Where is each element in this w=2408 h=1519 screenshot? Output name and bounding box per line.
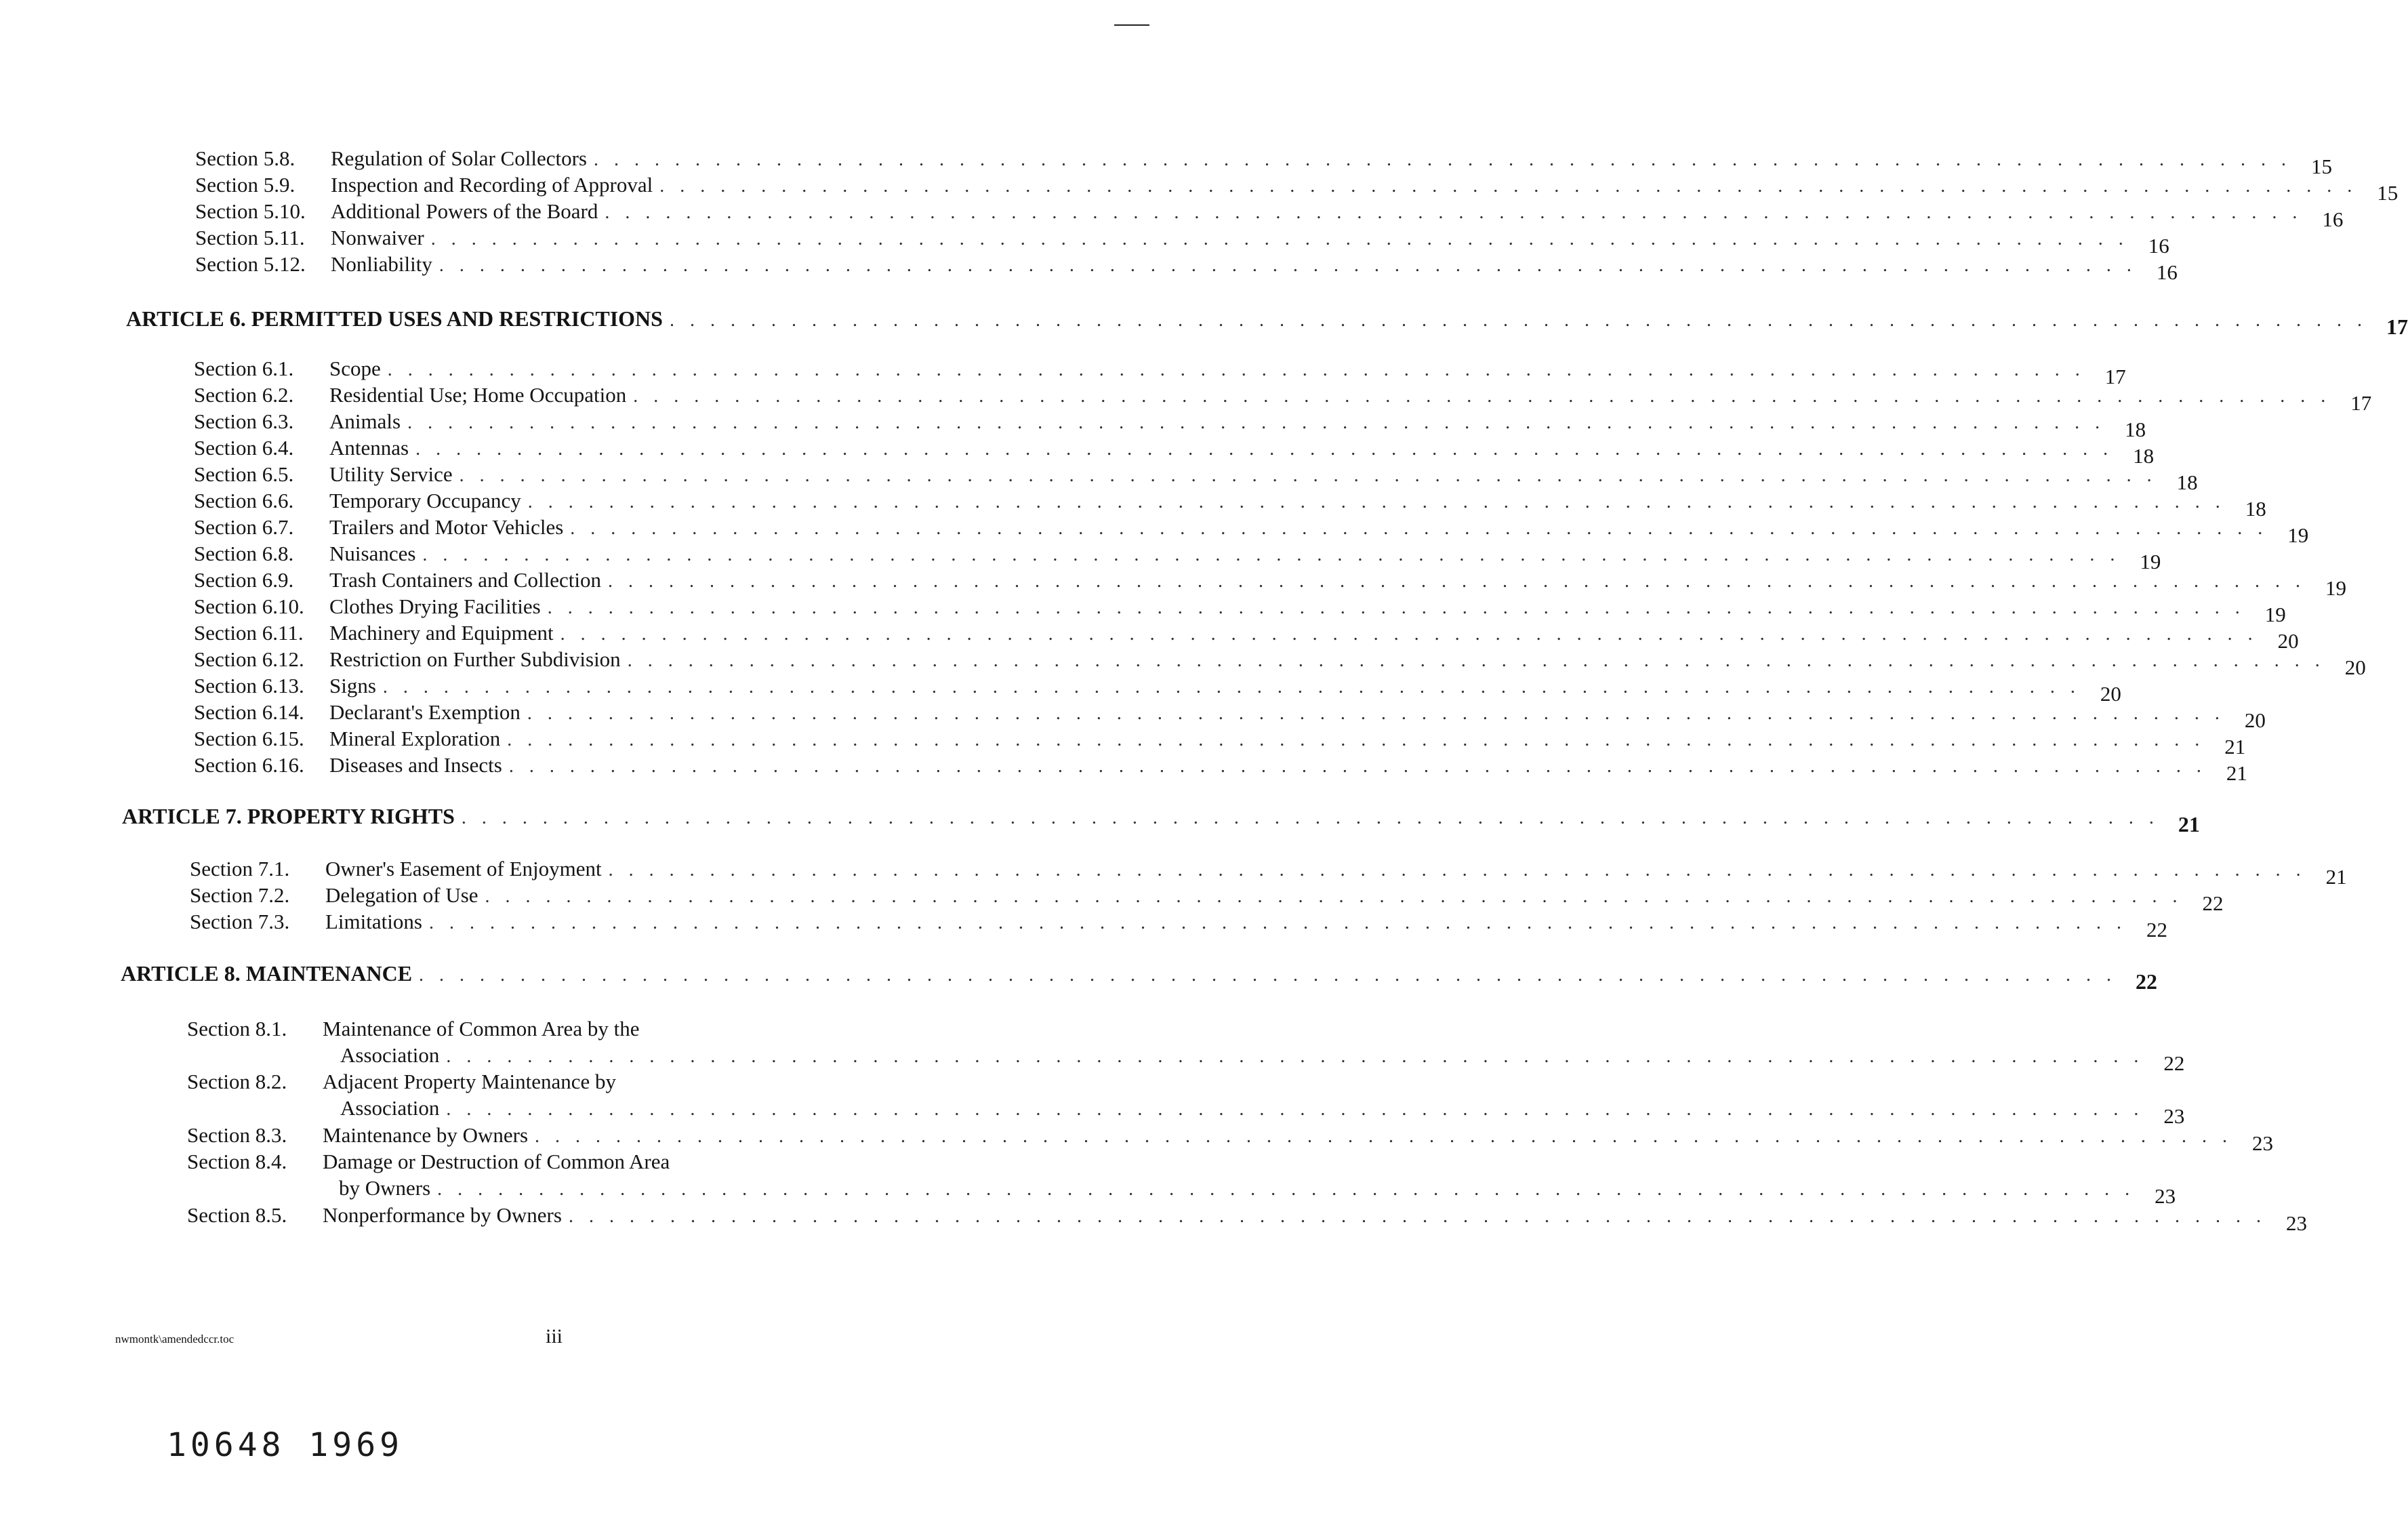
section-label: Section 8.3. — [187, 1123, 287, 1147]
section-label: Section 6.9. — [194, 568, 294, 592]
leader-dots: . . . . . . . . . . . . . . . . . . . . . . . . . . . . . . . . . . . . . . . . . . . . . . . . . . . . . . . . . . . . . . . . . . . . . . . . . . . . . . . . . . . . — [535, 1126, 2233, 1147]
leader-dots: . . . . . . . . . . . . . . . . . . . . . . . . . . . . . . . . . . . . . . . . . . . . . . . . . . . . . . . . . . . . . . . . . . . . . . . . . . . . . . . . . . . . — [570, 518, 2268, 539]
leader-dots: . . . . . . . . . . . . . . . . . . . . . . . . . . . . . . . . . . . . . . . . . . . . . . . . . . . . . . . . . . . . . . . . . . . . . . . . . . . . . . . . . . . . — [593, 149, 2291, 170]
toc-entry — [194, 672, 2121, 706]
section-title-line2: by Owners — [339, 1176, 431, 1200]
leader-dots: . . . . . . . . . . . . . . . . . . . . . . . . . . . . . . . . . . . . . . . . . . . . . . . . . . . . . . . . . . . . . . . . . . . . . . . . . . . . . . . . . . . . — [560, 624, 2258, 645]
section-label: Section 6.8. — [194, 542, 294, 565]
section-label: Section 6.7. — [194, 515, 294, 539]
section-title: Nuisances — [329, 542, 416, 565]
page-number: 20 — [2277, 629, 2299, 653]
section-title: Trailers and Motor Vehicles — [329, 515, 564, 539]
leader-dots: . . . . . . . . . . . . . . . . . . . . . . . . . . . . . . . . . . . . . . . . . . . . . . . . . . . . . . . . . . . . . . . . . . . . . . . . . . . . . . . . . . . . — [507, 729, 2205, 750]
section-label: Section 7.1. — [190, 857, 290, 880]
section-title: Maintenance by Owners — [323, 1123, 529, 1147]
leader-dots: . . . . . . . . . . . . . . . . . . . . . . . . . . . . . . . . . . . . . . . . . . . . . . . . . . . . . . . . . . . . . . . . . . . . . . . . . . . . . . . . . . . . — [407, 412, 2106, 433]
page-number: 20 — [2344, 655, 2366, 679]
page-number: 19 — [2287, 523, 2309, 547]
page-number: 21 — [2178, 812, 2200, 836]
page-number: 22 — [2202, 891, 2224, 915]
article-heading — [122, 801, 2200, 836]
page-number: 21 — [2226, 761, 2247, 785]
leader-dots: . . . . . . . . . . . . . . . . . . . . . . . . . . . . . . . . . . . . . . . . . . . . . . . . . . . . . . . . . . . . . . . . . . . . . . . . . . . . . . . . . . . . — [428, 912, 2127, 933]
toc-entry — [194, 593, 2286, 626]
leader-dots: . . . . . . . . . . . . . . . . . . . . . . . . . . . . . . . . . . . . . . . . . . . . . . . . . . . . . . . . . . . . . . . . . . . . . . . . . . . . . . . . . . . . — [446, 1046, 2144, 1067]
toc-entry — [190, 855, 2347, 889]
toc-entry — [194, 487, 2266, 521]
page-number: 19 — [2140, 550, 2161, 573]
article-title: ARTICLE 8. MAINTENANCE — [121, 961, 413, 986]
section-label: Section 6.12. — [194, 647, 304, 671]
section-label: Section 6.11. — [194, 621, 304, 645]
toc-entry — [195, 224, 2169, 258]
leader-dots: . . . . . . . . . . . . . . . . . . . . . . . . . . . . . . . . . . . . . . . . . . . . . . . . . . . . . . . . . . . . . . . . . . . . . . . . . . . . . . . . . . . . — [607, 571, 2306, 592]
section-title: Clothes Drying Facilities — [329, 594, 541, 618]
article-title: ARTICLE 6. PERMITTED USES AND RESTRICTIONS — [126, 306, 663, 331]
toc-entry — [194, 355, 2126, 388]
leader-dots: . . . . . . . . . . . . . . . . . . . . . . . . . . . . . . . . . . . . . . . . . . . . . . . . . . . . . . . . . . . . . . . . . . . . . . . . . . . . . . . . . . . . — [437, 1179, 2136, 1200]
toc-entry — [194, 540, 2161, 573]
leader-dots: . . . . . . . . . . . . . . . . . . . . . . . . . . . . . . . . . . . . . . . . . . . . . . . . . . . . . . . . . . . . . . . . . . . . . . . . . . . . . . . . . . . . — [568, 1206, 2266, 1227]
leader-dots: . . . . . . . . . . . . . . . . . . . . . . . . . . . . . . . . . . . . . . . . . . . . . . . . . . . . . . . . . . . . . . . . . . . . . . . . . . . . . . . . . . . . — [608, 859, 2306, 880]
section-title: Limitations — [325, 910, 422, 933]
section-title-line2: Association — [340, 1096, 440, 1120]
section-label: Section 6.6. — [194, 489, 294, 512]
section-label: Section 6.13. — [194, 674, 304, 697]
page-number: 23 — [2252, 1131, 2274, 1155]
leader-dots: . . . . . . . . . . . . . . . . . . . . . . . . . . . . . . . . . . . . . . . . . . . . . . . . . . . . . . . . . . . . . . . . . . . . . . . . . . . . . . . . . . . . — [438, 255, 2137, 276]
section-label: Section 8.5. — [187, 1203, 287, 1227]
footer-file-path: nwmontk\amendedccr.toc — [115, 1333, 234, 1345]
page-number: 23 — [2285, 1211, 2307, 1235]
page-number: 22 — [2146, 918, 2167, 941]
section-label: Section 6.1. — [194, 357, 294, 380]
section-label: Section 7.2. — [190, 883, 290, 907]
page-number: 21 — [2224, 735, 2246, 758]
section-title: Trash Containers and Collection — [329, 568, 601, 592]
leader-dots: . . . . . . . . . . . . . . . . . . . . . . . . . . . . . . . . . . . . . . . . . . . . . . . . . . . . . . . . . . . . . . . . . . . . . . . . . . . . . . . . . . . . — [605, 202, 2303, 223]
page-number: 15 — [2377, 181, 2399, 205]
section-title: Owner's Easement of Enjoyment — [325, 857, 602, 880]
section-title: Additional Powers of the Board — [331, 199, 598, 223]
toc-entry — [190, 908, 2167, 941]
leader-dots: . . . . . . . . . . . . . . . . . . . . . . . . . . . . . . . . . . . . . . . . . . . . . . . . . . . . . . . . . . . . . . . . . . . . . . . . . . . . . . . . . . . . — [446, 1099, 2144, 1120]
leader-dots: . . . . . . . . . . . . . . . . . . . . . . . . . . . . . . . . . . . . . . . . . . . . . . . . . . . . . . . . . . . . . . . . . . . . . . . . . . . . . . . . . . . . — [459, 465, 2157, 486]
toc-entry — [194, 514, 2309, 547]
section-label: Section 7.3. — [190, 910, 290, 933]
section-title: Restriction on Further Subdivision — [329, 647, 621, 671]
section-title: Antennas — [329, 436, 409, 460]
leader-dots: . . . . . . . . . . . . . . . . . . . . . . . . . . . . . . . . . . . . . . . . . . . . . . . . . . . . . . . . . . . . . . . . . . . . . . . . . . . . . . . . . . . . — [422, 544, 2121, 565]
page-number: 17 — [2104, 365, 2126, 388]
recording-stamp: 10648 1969 — [167, 1426, 403, 1464]
toc-entry — [194, 567, 2346, 600]
page-number: 17 — [2350, 391, 2372, 415]
section-title: Utility Service — [329, 462, 453, 486]
toc-entry — [194, 382, 2372, 415]
section-title-line1: Adjacent Property Maintenance by — [323, 1070, 616, 1093]
page-number: 21 — [2325, 865, 2347, 889]
section-title-line1: Damage or Destruction of Common Area — [323, 1150, 670, 1173]
page-number: 16 — [2148, 234, 2169, 258]
leader-dots: . . . . . . . . . . . . . . . . . . . . . . . . . . . . . . . . . . . . . . . . . . . . . . . . . . . . . . . . . . . . . . . . . . . . . . . . . . . . . . . . . . . . — [627, 650, 2325, 671]
leader-dots: . . . . . . . . . . . . . . . . . . . . . . . . . . . . . . . . . . . . . . . . . . . . . . . . . . . . . . . . . . . . . . . . . . . . . . . . . . . . . . . . . . . . — [419, 965, 2117, 986]
section-title: Delegation of Use — [325, 883, 478, 907]
page-number: 22 — [2136, 969, 2158, 994]
page-number: 23 — [2155, 1184, 2176, 1208]
page-number: 15 — [2310, 155, 2332, 178]
section-title: Residential Use; Home Occupation — [329, 383, 627, 407]
section-label: Section 6.2. — [194, 383, 294, 407]
leader-dots: . . . . . . . . . . . . . . . . . . . . . . . . . . . . . . . . . . . . . . . . . . . . . . . . . . . . . . . . . . . . . . . . . . . . . . . . . . . . . . . . . . . . — [415, 439, 2114, 460]
toc-entry — [194, 434, 2155, 468]
section-label: Section 8.1. — [187, 1017, 287, 1040]
toc-entry — [194, 620, 2299, 653]
page-number: 18 — [2176, 470, 2198, 494]
section-label: Section 8.4. — [187, 1150, 287, 1173]
page-number: 20 — [2100, 682, 2121, 706]
leader-dots: . . . . . . . . . . . . . . . . . . . . . . . . . . . . . . . . . . . . . . . . . . . . . . . . . . . . . . . . . . . . . . . . . . . . . . . . . . . . . . . . . . . . — [527, 491, 2226, 512]
section-title: Regulation of Solar Collectors — [331, 146, 587, 170]
toc-entry — [187, 1068, 2185, 1128]
section-label: Section 5.8. — [195, 146, 295, 170]
toc-entry — [187, 1202, 2307, 1235]
section-title: Nonliability — [331, 252, 432, 276]
leader-dots: . . . . . . . . . . . . . . . . . . . . . . . . . . . . . . . . . . . . . . . . . . . . . . . . . . . . . . . . . . . . . . . . . . . . . . . . . . . . . . . . . . . . — [547, 597, 2245, 618]
toc-entry — [194, 725, 2246, 758]
section-title: Declarant's Exemption — [329, 700, 521, 724]
section-label: Section 6.14. — [194, 700, 304, 724]
leader-dots: . . . . . . . . . . . . . . . . . . . . . . . . . . . . . . . . . . . . . . . . . . . . . . . . . . . . . . . . . . . . . . . . . . . . . . . . . . . . . . . . . . . . — [387, 359, 2085, 380]
toc-entry — [195, 145, 2332, 178]
page-number: 19 — [2264, 603, 2286, 626]
leader-dots: . . . . . . . . . . . . . . . . . . . . . . . . . . . . . . . . . . . . . . . . . . . . . . . . . . . . . . . . . . . . . . . . . . . . . . . . . . . . . . . . . . . . — [461, 807, 2159, 828]
toc-entry — [194, 699, 2266, 732]
page-number: 16 — [2156, 260, 2178, 284]
article-title: ARTICLE 7. PROPERTY RIGHTS — [122, 804, 455, 828]
section-label: Section 8.2. — [187, 1070, 287, 1093]
leader-dots: . . . . . . . . . . . . . . . . . . . . . . . . . . . . . . . . . . . . . . . . . . . . . . . . . . . . . . . . . . . . . . . . . . . . . . . . . . . . . . . . . . . . — [485, 886, 2183, 907]
toc-entry — [195, 251, 2178, 284]
toc-entry — [195, 171, 2399, 205]
page-number: 17 — [2386, 315, 2408, 339]
toc-entry — [187, 1015, 2185, 1075]
toc-entry — [194, 646, 2366, 679]
section-title-line1: Maintenance of Common Area by the — [323, 1017, 640, 1040]
section-label: Section 6.10. — [194, 594, 304, 618]
toc-entry — [194, 752, 2247, 785]
section-title: Animals — [329, 409, 401, 433]
toc-entry — [194, 461, 2198, 494]
section-title-line2: Association — [340, 1043, 440, 1067]
page-number: 18 — [2133, 444, 2155, 468]
page-number: 19 — [2325, 576, 2346, 600]
section-label: Section 5.11. — [195, 226, 305, 249]
toc-entry — [187, 1148, 2176, 1208]
toc-entry — [187, 1122, 2274, 1155]
leader-dots: . . . . . . . . . . . . . . . . . . . . . . . . . . . . . . . . . . . . . . . . . . . . . . . . . . . . . . . . . . . . . . . . . . . . . . . . . . . . . . . . . . . . — [508, 756, 2207, 777]
page-number: 16 — [2322, 207, 2344, 231]
section-label: Section 5.12. — [195, 252, 306, 276]
article-heading — [126, 304, 2408, 339]
page-number: 18 — [2245, 497, 2266, 521]
section-label: Section 6.16. — [194, 753, 304, 777]
section-title: Scope — [329, 357, 381, 380]
section-title: Temporary Occupancy — [329, 489, 521, 512]
section-label: Section 6.15. — [194, 727, 304, 750]
toc-entry — [190, 882, 2224, 915]
leader-dots: . . . . . . . . . . . . . . . . . . . . . . . . . . . . . . . . . . . . . . . . . . . . . . . . . . . . . . . . . . . . . . . . . . . . . . . . . . . . . . . . . . . . — [527, 703, 2225, 724]
section-title: Nonwaiver — [331, 226, 424, 249]
page-number: 20 — [2244, 708, 2266, 732]
section-title: Diseases and Insects — [329, 753, 502, 777]
section-title: Signs — [329, 674, 376, 697]
leader-dots: . . . . . . . . . . . . . . . . . . . . . . . . . . . . . . . . . . . . . . . . . . . . . . . . . . . . . . . . . . . . . . . . . . . . . . . . . . . . . . . . . . . . — [633, 386, 2331, 407]
section-label: Section 5.10. — [195, 199, 306, 223]
section-label: Section 6.3. — [194, 409, 294, 433]
footer-page-number: iii — [546, 1325, 563, 1348]
leader-dots: . . . . . . . . . . . . . . . . . . . . . . . . . . . . . . . . . . . . . . . . . . . . . . . . . . . . . . . . . . . . . . . . . . . . . . . . . . . . . . . . . . . . — [382, 676, 2081, 697]
section-label: Section 6.4. — [194, 436, 294, 460]
section-title: Inspection and Recording of Approval — [331, 173, 653, 197]
section-label: Section 5.9. — [195, 173, 295, 197]
section-label: Section 6.5. — [194, 462, 294, 486]
leader-dots: . . . . . . . . . . . . . . . . . . . . . . . . . . . . . . . . . . . . . . . . . . . . . . . . . . . . . . . . . . . . . . . . . . . . . . . . . . . . . . . . . . . . — [659, 176, 2358, 197]
page-number: 18 — [2125, 418, 2146, 441]
toc-entry — [195, 198, 2344, 231]
edge-mark — [1114, 24, 1149, 26]
leader-dots: . . . . . . . . . . . . . . . . . . . . . . . . . . . . . . . . . . . . . . . . . . . . . . . . . . . . . . . . . . . . . . . . . . . . . . . . . . . . . . . . . . . . — [430, 228, 2129, 249]
page-number: 23 — [2163, 1104, 2185, 1128]
page-number: 22 — [2163, 1051, 2185, 1075]
section-title: Mineral Exploration — [329, 727, 501, 750]
leader-dots: . . . . . . . . . . . . . . . . . . . . . . . . . . . . . . . . . . . . . . . . . . . . . . . . . . . . . . . . . . . . . . . . . . . . . . . . . . . . . . . . . . . . — [669, 310, 2367, 331]
section-title: Machinery and Equipment — [329, 621, 554, 645]
toc-entry — [194, 408, 2146, 441]
section-title: Nonperformance by Owners — [323, 1203, 562, 1227]
article-heading — [121, 958, 2158, 994]
